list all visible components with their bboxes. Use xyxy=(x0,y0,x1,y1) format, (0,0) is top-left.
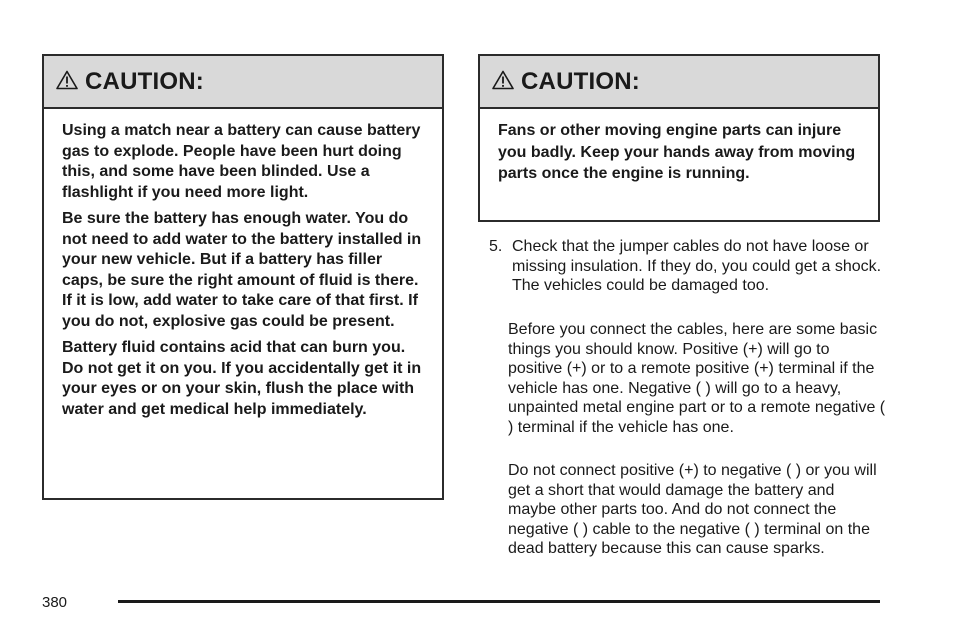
warning-triangle-icon xyxy=(492,70,514,90)
page-number: 380 xyxy=(42,594,68,611)
caution-body xyxy=(480,109,878,204)
caution-paragraph: Battery fluid contains acid that can burn you. Do not get it on you. If you accidentally get it in your eyes or on your skin, flush the place with water and get medical help immediately. xyxy=(62,339,422,418)
caution-box-battery xyxy=(42,54,444,500)
step-number: 5. xyxy=(489,238,503,255)
body-paragraph: Before you connect the cables, here are some basic things you should know. Positive (+) will go to positive (+) or to a remote positive (+) terminal if the vehicle has one. Negative ( ) will go to a heavy, unpainted metal engine part or to a remote negative ( ) terminal if the vehicle has one. xyxy=(508,321,886,436)
caution-box-moving-parts xyxy=(478,54,880,222)
warning-triangle-icon xyxy=(56,70,78,90)
footer-rule xyxy=(118,600,880,603)
caution-title: CAUTION: xyxy=(521,67,640,95)
caution-paragraph: Using a match near a battery can cause battery gas to explode. People have been hurt doing this, and some have been blinded. Use a flashlight if you need more light. xyxy=(62,122,421,201)
caution-header xyxy=(480,56,878,109)
body-paragraph: Do not connect positive (+) to negative ( ) or you will get a short that would damage the battery and maybe other parts too. And do not connect the negative ( ) cable to the negative ( ) terminal on the dead battery because this can cause sparks. xyxy=(508,462,877,557)
step-text: Check that the jumper cables do not have loose or missing insulation. If they do, you could get a shock. The vehicles could be damaged too. xyxy=(512,238,882,294)
step-item xyxy=(489,237,884,296)
caution-paragraph: Fans or other moving engine parts can injure you badly. Keep your hands away from moving parts once the engine is running. xyxy=(498,122,856,182)
caution-body xyxy=(44,109,442,438)
caution-title: CAUTION: xyxy=(85,67,204,95)
caution-paragraph: Be sure the battery has enough water. You do not need to add water to the battery installed in your new vehicle. But if a battery has filler caps, be sure the right amount of fluid is there. If it is low, add water to take care of that first. If you do not, explosive gas could be present. xyxy=(62,210,422,330)
caution-header xyxy=(44,56,442,109)
